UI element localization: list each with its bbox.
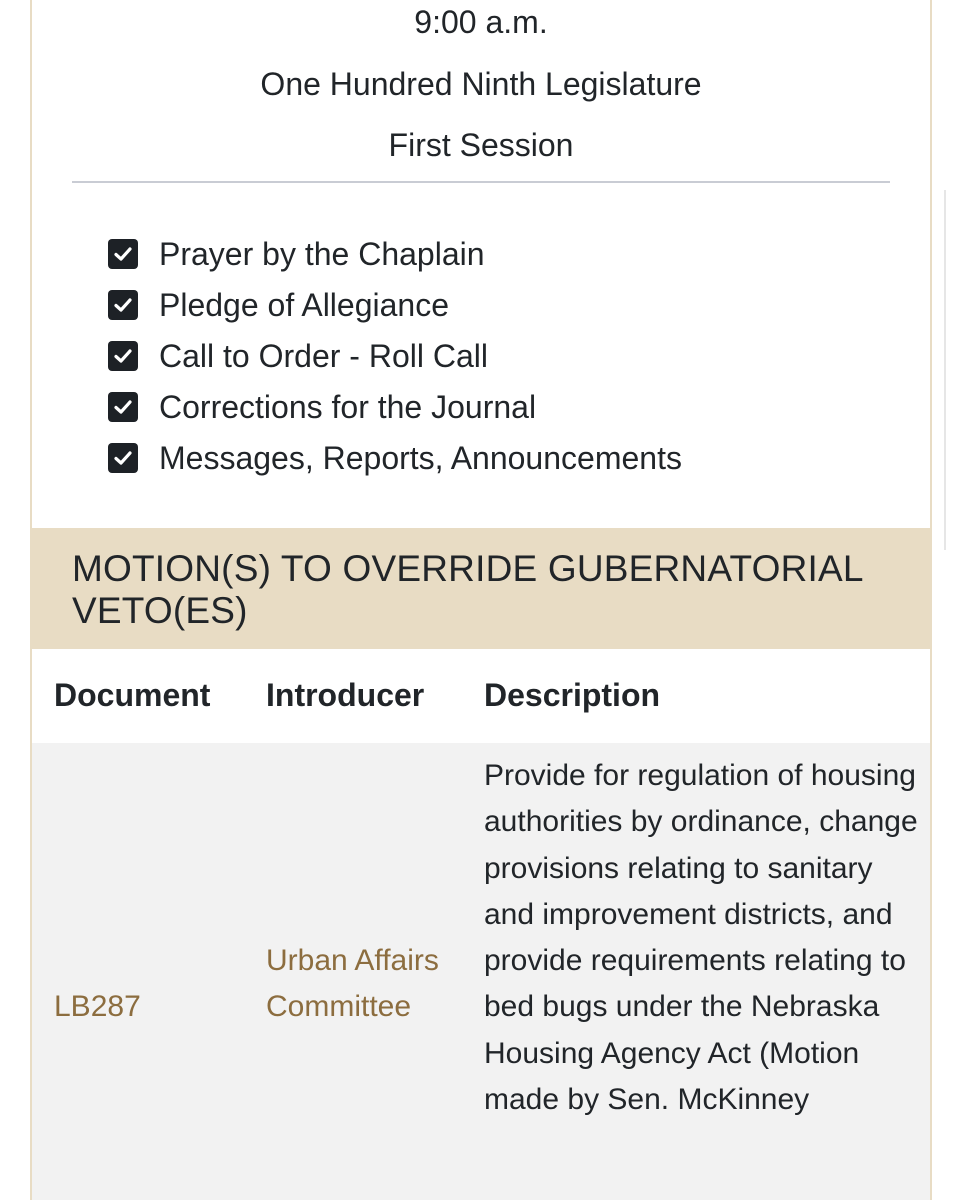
description-text: Provide for regulation of housing authorities by ordinance, change provisions relating to sanitary and improvement districts, and provide requirements relating to bed bugs under the Nebraska Housing Agency Act (Motion made by Sen. McKinney (484, 759, 918, 1117)
checkbox-checked-icon[interactable] (108, 443, 138, 473)
checklist-item[interactable] (108, 228, 682, 279)
checklist-item[interactable] (108, 381, 682, 432)
table-row (32, 743, 930, 1200)
checklist-label: Call to Order - Roll Call (159, 337, 488, 374)
section-title: MOTION(S) TO OVERRIDE GUBERNATORIAL VETO(ES) (72, 548, 863, 631)
checkbox-checked-icon[interactable] (108, 392, 138, 422)
checklist-item[interactable] (108, 279, 682, 330)
checkbox-checked-icon[interactable] (108, 239, 138, 269)
document-link[interactable]: LB287 (54, 990, 141, 1023)
checklist-label: Messages, Reports, Announcements (159, 439, 682, 476)
checklist-label: Pledge of Allegiance (159, 286, 449, 323)
checkbox-checked-icon[interactable] (108, 290, 138, 320)
checklist-item[interactable] (108, 330, 682, 381)
table-header-row (32, 651, 930, 743)
session-time: 9:00 a.m. (414, 4, 548, 40)
checklist-label: Corrections for the Journal (159, 388, 537, 425)
checklist-label: Prayer by the Chaplain (159, 235, 485, 272)
opening-checklist (108, 228, 682, 483)
column-header-description: Description (484, 677, 661, 713)
agenda-card (30, 0, 932, 1200)
column-header-document: Document (54, 677, 211, 713)
session-name: First Session (388, 127, 574, 163)
column-header-introducer: Introducer (266, 677, 425, 713)
legislature-name: One Hundred Ninth Legislature (260, 66, 702, 102)
introducer-link[interactable]: Urban Affairs Committee (266, 944, 439, 1024)
scrollbar[interactable] (944, 190, 946, 550)
checklist-item[interactable] (108, 432, 682, 483)
header-divider (72, 181, 890, 183)
checkbox-checked-icon[interactable] (108, 341, 138, 371)
section-header (32, 528, 930, 649)
